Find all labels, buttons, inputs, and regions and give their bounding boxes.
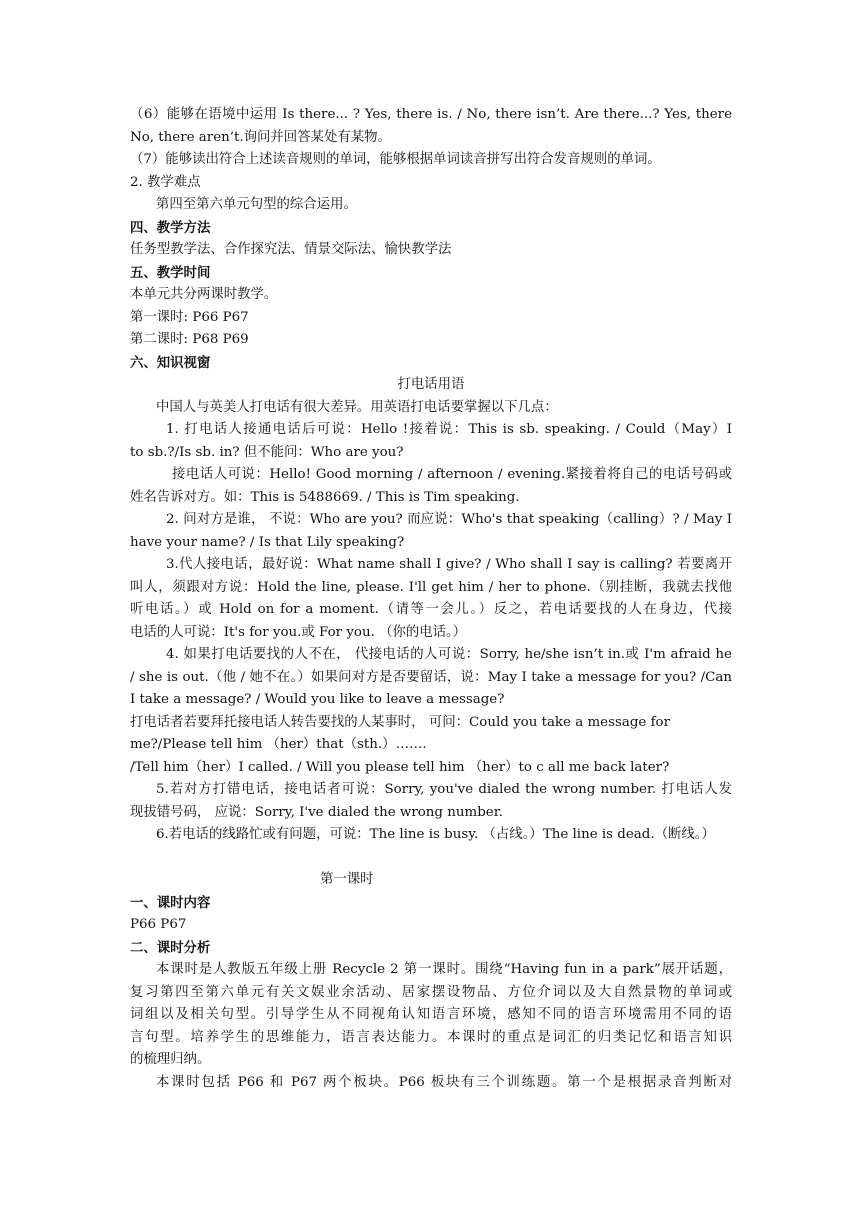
tip-4-line-2: / she is out.（他 / 她不在。）如果问对方是否要留话，说：May I take a message for you? /Can [130,669,732,685]
tip-1-line-1: 1. 打电话人接通电话后可说：Hello !接着说：This is sb. speaking. / Could（May）I [166,422,732,437]
section-heading-lesson-content: 一、课时内容 [130,894,211,911]
tip-5-line-2: 现拔错号码， 应说：Sorry, I've dialed the wrong number. [130,804,503,820]
objective-6-line-1: （6）能够在语境中运用 Is there... ? Yes, there is. / No, there isn’t. Are there...? Yes, there [130,107,732,122]
section-heading-methods: 四、教学方法 [130,219,211,236]
knowledge-intro: 中国人与英美人打电话有很大差异。用英语打电话要掌握以下几点： [156,399,558,415]
section-heading-lesson-analysis: 二、课时分析 [130,939,211,956]
tip-6-line-1: 6.若电话的线路忙或有问题，可说：The line is busy. （占线。）The line is dead.（断线。） [156,827,715,842]
document-page [130,104,732,1094]
teaching-difficulty-heading: 2. 教学难点 [130,174,201,190]
tip-4-line-6: /Tell him（her）I called. / Will you please tell him （her）to c all me back later? [130,759,670,775]
tip-2-line-2: have your name? / Is that Lily speaking? [130,534,405,550]
objective-6-line-2: No, there aren’t.询问并回答某处有某物。 [130,129,391,145]
analysis-line-4: 言句型。培养学生的思维能力，语言表达能力。本课时的重点是词汇的归类记忆和语言知识 [130,1029,732,1045]
tip-1-line-2: to sb.?/Is sb. in? 但不能问：Who are you? [130,444,404,460]
analysis-line-2: 复习第四至第六单元有关文娱业余活动、居家摆设物品、方位介词以及大自然景物的单词或 [130,984,732,1000]
analysis-line-6: 本课时包括 P66 和 P67 两个板块。P66 板块有三个训练题。第一个是根据录音判断对 [156,1074,732,1090]
lesson-content-text: P66 P67 [130,917,187,932]
tip-3-line-4: 电话的人可说：It's for you.或 For you. （你的电话。） [130,624,467,640]
section-heading-time: 五、教学时间 [130,264,211,281]
tip-3-line-2: 叫人，须跟对方说：Hold the line, please. I'll get him / her to phone.（别挂断，我就去找他 [130,579,732,595]
blank-line [130,847,732,870]
objective-7: （7）能够读出符合上述读音规则的单词，能够根据单词读音拼写出符合发音规则的单词。 [130,152,661,167]
tip-4-line-1: 4. 如果打电话要找的人不在， 代接电话的人可说：Sorry, he/she isn’t in.或 I'm afraid he [166,647,732,662]
tip-1-line-4: 姓名告诉对方。如：This is 5488669. / This is Tim speaking. [130,489,520,505]
time-text: 本单元共分两课时教学。 [130,287,278,302]
lesson-two-pages: 第二课时: P68 P69 [130,332,249,347]
tip-4-line-3: I take a message? / Would you like to leave a message? [130,692,505,707]
teaching-difficulty-text: 第四至第六单元句型的综合运用。 [156,197,357,212]
knowledge-title: 打电话用语 [397,377,465,392]
analysis-line-3: 词组以及相关句型。引导学生从不同视角认知语言环境，感知不同的语言环境需用不同的语 [130,1007,732,1022]
methods-text: 任务型教学法、合作探究法、情景交际法、愉快教学法 [130,242,452,257]
tip-1-line-3: 接电话人可说：Hello! Good morning / afternoon / evening.紧接着将自己的电话号码或 [172,467,732,482]
tip-5-line-1: 5.若对方打错电话，接电话者可说：Sorry, you've dialed the wrong number. 打电话人发 [156,782,732,797]
tip-2-line-1: 2. 问对方是谁， 不说：Who are you? 而应说：Who's that speaking（calling）? / May I [166,512,732,527]
analysis-line-5: 的梳理归纳。 [130,1052,211,1067]
analysis-line-1: 本课时是人教版五年级上册 Recycle 2 第一课时。围绕“Having fun in a park”展开话题， [156,962,732,977]
tip-3-line-1: 3.代人接电话，最好说：What name shall I give? / Who shall I say is calling? 若要离开 [166,557,732,572]
tip-3-line-3: 听电话。）或 Hold on for a moment.（请等一会儿。）反之，若电话要找的人在身边，代接 [130,602,732,617]
section-heading-knowledge: 六、知识视窗 [130,354,211,371]
lesson-one-title: 第一课时 [320,872,374,887]
tip-4-line-5: me?/Please tell him （her）that（sth.）……. [130,737,427,752]
tip-4-line-4: 打电话者若要拜托接电话人转告要找的人某事时， 可问：Could you take a message for [130,714,670,730]
lesson-one-pages: 第一课时: P66 P67 [130,309,249,325]
